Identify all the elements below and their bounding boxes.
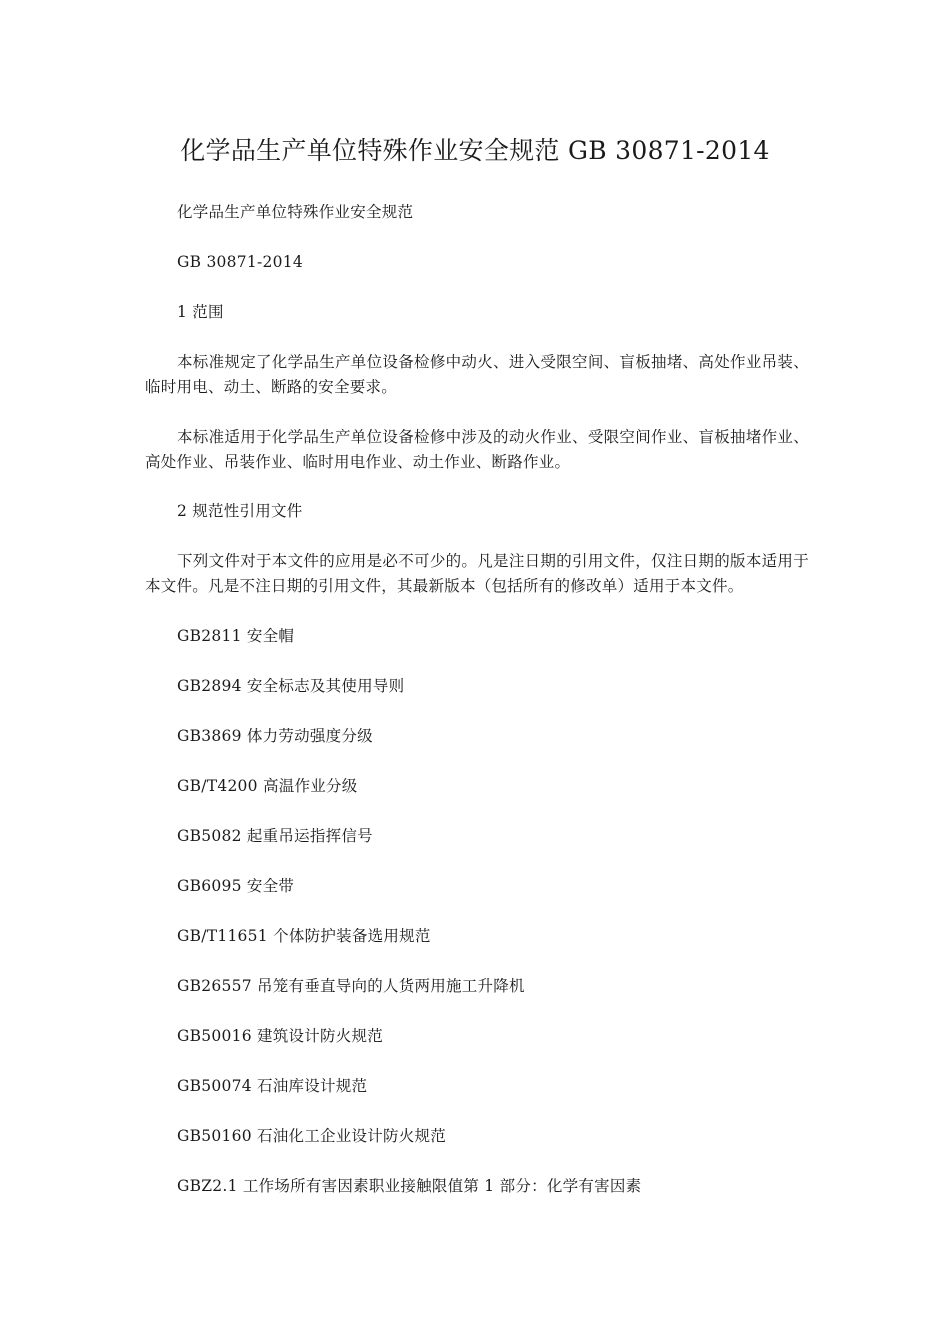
- document-body: [145, 200, 809, 1224]
- section-heading-references: 2 规范性引用文件: [177, 502, 303, 521]
- reference-item: GB3869 体力劳动强度分级: [177, 726, 373, 745]
- reference-item: GB/T11651 个体防护装备选用规范: [177, 926, 431, 945]
- reference-item: GB2811 安全帽: [177, 626, 295, 645]
- reference-item: GB50074 石油库设计规范: [177, 1076, 368, 1095]
- section-heading-scope: 1 范围: [177, 303, 224, 321]
- paragraph-standard-number: GB 30871-2014: [177, 253, 303, 271]
- reference-item: GB5082 起重吊运指挥信号: [177, 826, 373, 845]
- paragraph-subtitle: 化学品生产单位特殊作业安全规范: [177, 203, 414, 221]
- paragraph-scope-2: 本标准适用于化学品生产单位设备检修中涉及的动火作业、受限空间作业、盲板抽堵作业、高处作业、吊装作业、临时用电作业、动土作业、断路作业。: [145, 427, 809, 471]
- reference-item: GBZ2.1 工作场所有害因素职业接触限值第 1 部分：化学有害因素: [177, 1176, 642, 1195]
- reference-item: GB/T4200 高温作业分级: [177, 776, 358, 795]
- reference-item: GB2894 安全标志及其使用导则: [177, 676, 405, 695]
- reference-item: GB50160 石油化工企业设计防火规范: [177, 1126, 447, 1145]
- paragraph-references-intro: 下列文件对于本文件的应用是必不可少的。凡是注日期的引用文件，仅注日期的版本适用于本文件。凡是不注日期的引用文件，其最新版本（包括所有的修改单）适用于本文件。: [145, 552, 809, 596]
- reference-item: GB6095 安全带: [177, 876, 295, 895]
- reference-item: GB26557 吊笼有垂直导向的人货两用施工升降机: [177, 976, 525, 995]
- reference-item: GB50016 建筑设计防火规范: [177, 1026, 384, 1045]
- paragraph-scope-1: 本标准规定了化学品生产单位设备检修中动火、进入受限空间、盲板抽堵、高处作业吊装、临时用电、动土、断路的安全要求。: [145, 353, 809, 396]
- document-title: 化学品生产单位特殊作业安全规范 GB 30871-2014: [180, 136, 770, 165]
